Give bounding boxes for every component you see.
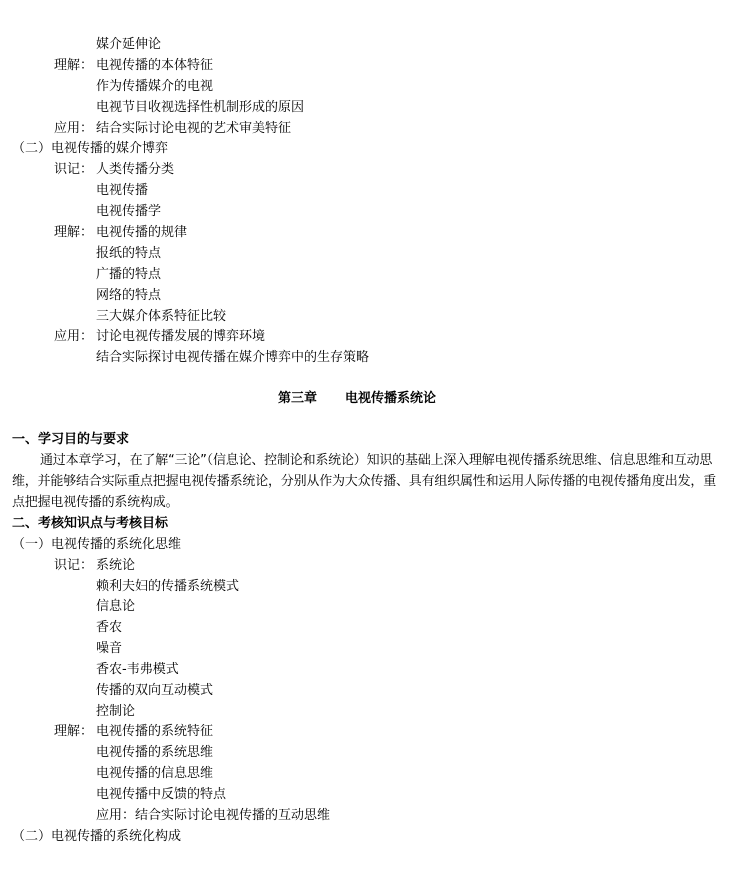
outline-item: 三大媒介体系特征比较 — [96, 309, 227, 324]
outline-item: 电视传播中反馈的特点 — [96, 787, 227, 802]
outline-item: 媒介延伸论 — [96, 37, 162, 52]
outline-item: 电视传播的信息思维 — [96, 766, 214, 781]
outline-item: 传播的双向互动模式 — [96, 683, 214, 698]
recall-label: 识记： — [54, 162, 94, 177]
outline-item: 电视节目收视选择性机制形成的原因 — [96, 100, 305, 115]
understand-label: 理解： — [54, 225, 94, 240]
understand-label: 理解： — [54, 724, 94, 739]
outline-item: 赖利夫妇的传播系统模式 — [96, 579, 240, 594]
outline-item: 结合实际讨论电视的艺术审美特征 — [96, 121, 292, 136]
outline-item: 电视传播的规律 — [96, 225, 188, 240]
outline-item: 噪音 — [96, 641, 123, 656]
section-heading: （二）电视传播的媒介博弈 — [12, 141, 169, 156]
apply-label: 应用： — [54, 329, 94, 344]
outline-item: 结合实际探讨电视传播在媒介博弈中的生存策略 — [96, 350, 370, 365]
chapter-name: 电视传播系统论 — [345, 391, 437, 406]
section-heading: （一）电视传播的系统化思维 — [12, 537, 182, 552]
outline-item: 报纸的特点 — [96, 246, 162, 261]
goals-paragraph: 通过本章学习，在了解“三论”（信息论、控制论和系统论）知识的基础上深入理解电视传播系统思维、信息思维和互动思维，并能够结合实际重点把握电视传播系统论，分别从作为大众传播、具有组织属性和运用人际传播的电视传播角度出发，重点把握电视传播的系统构成。 — [12, 453, 717, 510]
outline-item: 电视传播 — [96, 183, 149, 198]
outline-item: 信息论 — [96, 599, 136, 614]
outline-item: 控制论 — [96, 704, 136, 719]
outline-item: 人类传播分类 — [96, 162, 175, 177]
outline-item: 作为传播媒介的电视 — [96, 79, 214, 94]
outline-item: 电视传播的系统思维 — [96, 745, 214, 760]
outline-item: 香农 — [96, 620, 123, 635]
apply-label: 应用： — [54, 121, 94, 136]
outline-item: 应用：结合实际讨论电视传播的互动思维 — [96, 808, 331, 823]
outline-item: 广播的特点 — [96, 267, 162, 282]
section-heading: （二）电视传播的系统化构成 — [12, 829, 182, 844]
outline-item: 香农-韦弗模式 — [96, 662, 179, 677]
outline-item: 电视传播的本体特征 — [96, 58, 214, 73]
outline-item: 电视传播的系统特征 — [96, 724, 214, 739]
outline-item: 网络的特点 — [96, 288, 162, 303]
outline-item: 系统论 — [96, 558, 136, 573]
outline-item: 讨论电视传播发展的博弈环境 — [96, 329, 266, 344]
understand-label: 理解： — [54, 58, 94, 73]
outline-item: 电视传播学 — [96, 204, 162, 219]
recall-label: 识记： — [54, 558, 94, 573]
chapter-number: 第三章 — [278, 391, 318, 406]
